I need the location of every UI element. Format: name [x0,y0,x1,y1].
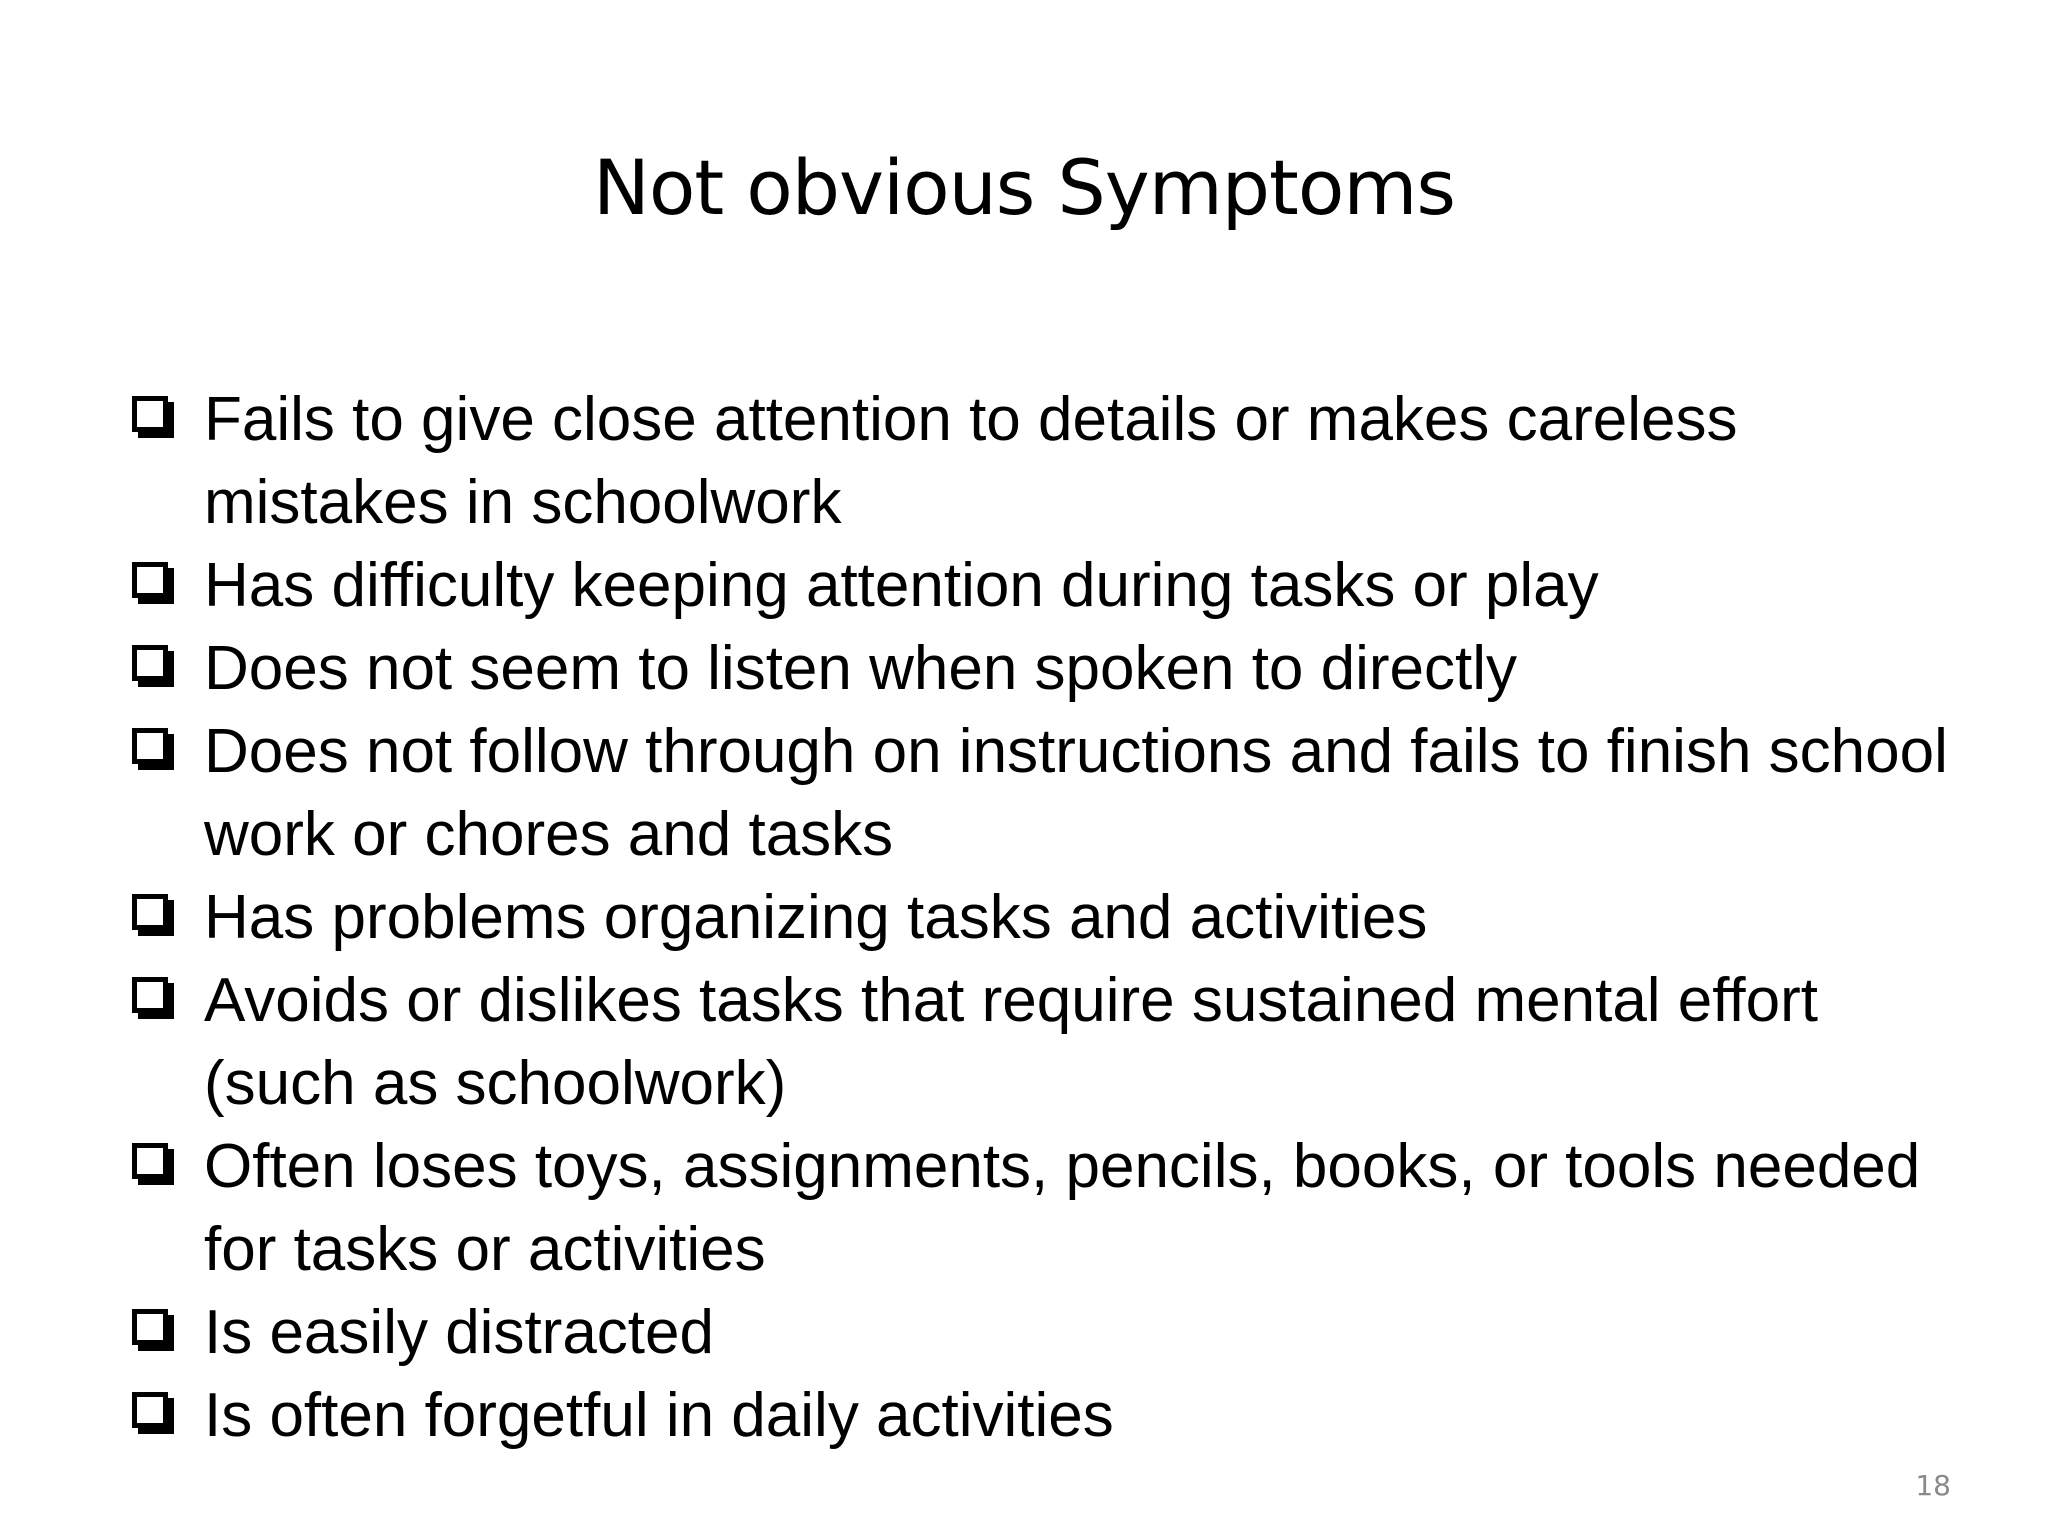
bullet-text: Is often forgetful in daily activities [204,1381,1114,1450]
list-item [128,544,1968,627]
checkbox-icon [132,977,168,1013]
checkbox-icon [132,1309,168,1345]
checkbox-icon [132,1392,168,1428]
bullet-text: Is easily distracted [204,1298,714,1367]
bullet-text: Has problems organizing tasks and activities [204,883,1428,952]
checkbox-icon [132,728,168,764]
bullet-text: Fails to give close attention to details or makes careless mistakes in schoolwork [204,385,1738,537]
bullet-text: Does not follow through on instructions and fails to finish school work or chores and tasks [204,717,1948,869]
list-item [128,1291,1968,1374]
bullet-text: Does not seem to listen when spoken to directly [204,634,1518,703]
list-item [128,1374,1968,1457]
checkbox-icon [132,645,168,681]
checkbox-icon [132,562,168,598]
bullet-text: Often loses toys, assignments, pencils, books, or tools needed for tasks or activities [204,1132,1921,1284]
bullet-text: Avoids or dislikes tasks that require sustained mental effort (such as schoolwork) [204,966,1818,1118]
list-item [128,876,1968,959]
page-number: 18 [1915,1469,1951,1502]
checkbox-icon [132,396,168,432]
list-item [128,710,1968,876]
list-item [128,1125,1968,1291]
slide-title: Not obvious Symptoms [593,143,1455,232]
list-item [128,627,1968,710]
checkbox-icon [132,894,168,930]
list-item [128,378,1968,544]
bullet-text: Has difficulty keeping attention during tasks or play [204,551,1599,620]
bullet-list [128,378,1968,1457]
checkbox-icon [132,1143,168,1179]
list-item [128,959,1968,1125]
